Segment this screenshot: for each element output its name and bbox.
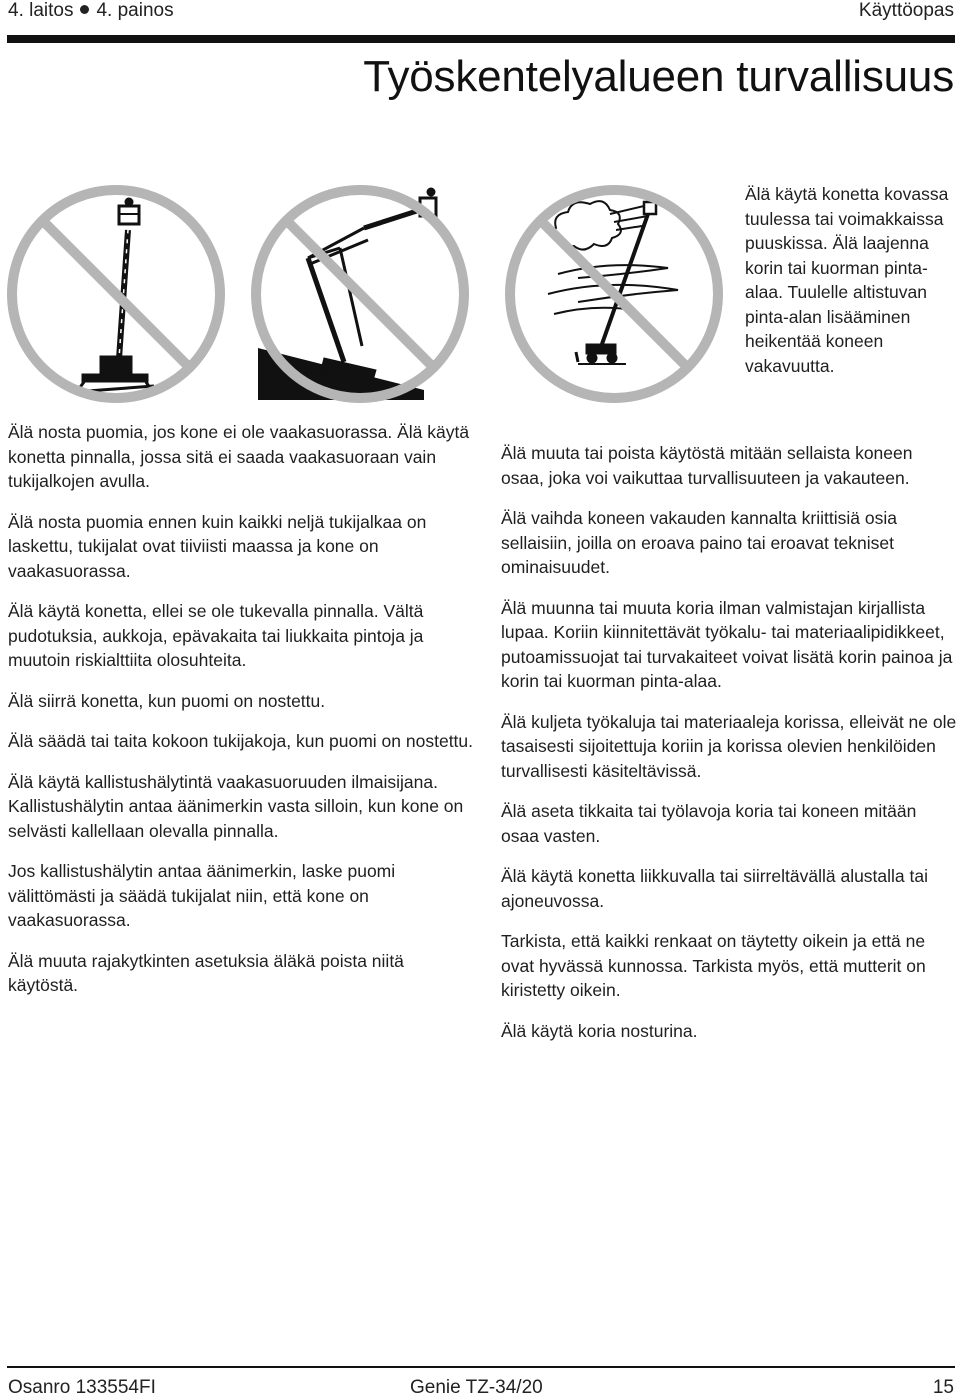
paragraph: Älä kuljeta työkaluja tai materiaaleja korissa, elleivät ne ole tasaisesti sijoitettuja koriin ja korissa olevien henkilöiden turvallisesti käsiteltävissä. (501, 711, 957, 781)
prohibition-icon (498, 178, 730, 410)
left-column (8, 420, 478, 1014)
part-number: Osanro 133554FI (8, 1377, 156, 1398)
paragraph: Älä muuta tai poista käytöstä mitään sellaista koneen osaa, joka voi vaikuttaa turvallisuuteen ja vakauteen. (501, 443, 913, 488)
paragraph: Älä käytä konetta, ellei se ole tukevalla pinnalla. Vältä pudotuksia, aukkoja, epävakaita tai liukkaita pintoja ja muutoin riskialttiita olosuhteita. (8, 601, 424, 670)
page-header (8, 0, 954, 24)
paragraph: Älä säädä tai taita kokoon tukijakoja, kun puomi on nostettu. (8, 731, 474, 751)
paragraph: Älä käytä konetta liikkuvalla tai siirreltävällä alustalla tai ajoneuvossa. (501, 866, 929, 911)
paragraph: Jos kallistushälytin antaa äänimerkin, laske puomi välittömästi ja säädä tukijalat niin, että kone on vaakasuorassa. (8, 861, 396, 930)
paragraph: Älä nosta puomia ennen kuin kaikki neljä tukijalkaa on laskettu, tukijalat ovat tiiviisti maassa ja kone on vaakasuorassa. (8, 511, 427, 581)
page-number: 15 (932, 1377, 954, 1398)
illustration-no-raise-unlevel (0, 178, 232, 410)
paragraph: Älä käytä kallistushälytintä vaakasuoruuden ilmaisijana. Kallistushälytin antaa äänimerkin vasta silloin, kun kone on selvästi kallellaan olevalla pinnalla. (8, 771, 464, 841)
page-title: Työskentelyalueen turvallisuus (363, 52, 954, 101)
bullet-dot-icon (80, 5, 89, 14)
paragraph: Älä siirrä konetta, kun puomi on nostettu. (8, 690, 326, 711)
paragraph: Älä vaihda koneen vakauden kannalta kriittisiä osia sellaisiin, joilla on eroava paino tai eroavat tekniset ominaisuudet. (501, 508, 897, 577)
printing-label: 4. painos (96, 0, 174, 21)
prohibition-icon (0, 178, 232, 410)
footer-rule (7, 1366, 955, 1368)
illustration-no-operate-in-wind (498, 178, 730, 410)
right-column (501, 441, 957, 1059)
illustration-no-raise-on-slope (244, 178, 476, 410)
paragraph: Tarkista, että kaikki renkaat on täytetty oikein ja että ne ovat hyvässä kunnossa. Tarkista myös, että mutterit on kiristetty oikein. (501, 931, 926, 1000)
doc-type-label: Käyttöopas (858, 0, 954, 21)
edition-info (8, 0, 174, 22)
paragraph: Älä aseta tikkaita tai työlavoja koria tai koneen mitään osaa vasten. (501, 801, 917, 846)
paragraph: Älä muuta rajakytkinten asetuksia äläkä poista niitä käytöstä. (8, 950, 404, 995)
paragraph: Älä nosta puomia, jos kone ei ole vaakasuorassa. Älä käytä konetta pinnalla, jossa sitä ei saada vaakasuoraan vain tukijalkojen avulla. (8, 422, 470, 491)
paragraph: Älä käytä koria nosturina. (501, 1020, 698, 1041)
paragraph: Älä muunna tai muuta koria ilman valmistajan kirjallista lupaa. Koriin kiinnitettävät työkalu- tai materiaalipidikkeet, putoamissuojat tai turvakaiteet voivat lisätä korin painoa ja korin tai kuorman pinta-alaa. (501, 597, 953, 691)
model-name: Genie TZ-34/20 (410, 1377, 543, 1398)
edition-label: 4. laitos (8, 0, 74, 21)
header-rule (7, 35, 955, 43)
wind-warning-text: Älä käytä konetta kovassa tuulessa tai voimakkaissa puuskissa. Älä laajenna korin tai kuorman pinta-alaa. Tuulelle altistuvan pinta-alan lisääminen heikentää koneen vakavuutta. (745, 184, 949, 376)
prohibition-icon (244, 178, 476, 410)
